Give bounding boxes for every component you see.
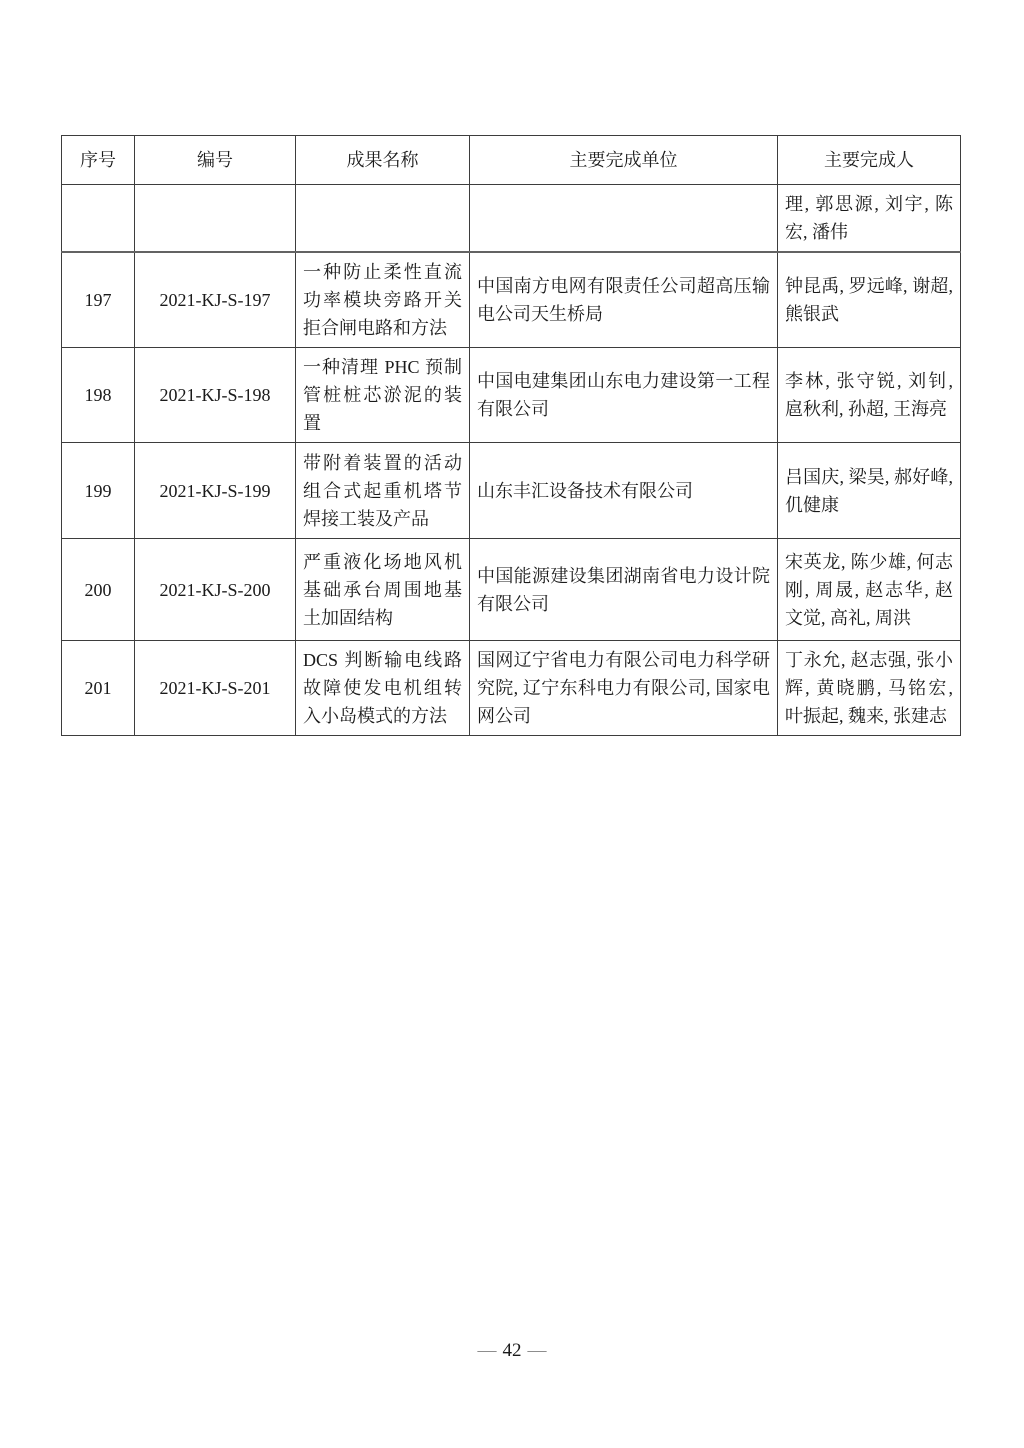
cell-serial: 201 <box>62 641 135 736</box>
cell-serial: 200 <box>62 539 135 641</box>
cell-people: 李林, 张守锐, 刘钊, 扈秋利, 孙超, 王海亮 <box>778 348 961 443</box>
cell-name: 一种清理 PHC 预制管桩桩芯淤泥的装置 <box>296 348 470 443</box>
cell-people: 宋英龙, 陈少雄, 何志刚, 周晟, 赵志华, 赵文觉, 高礼, 周洪 <box>778 539 961 641</box>
cell-name <box>296 185 470 253</box>
cell-code: 2021-KJ-S-200 <box>135 539 296 641</box>
cell-people: 钟昆禹, 罗远峰, 谢超, 熊银武 <box>778 252 961 348</box>
table-row-199 <box>62 443 961 539</box>
cell-name: 带附着装置的活动组合式起重机塔节焊接工装及产品 <box>296 443 470 539</box>
cell-serial: 198 <box>62 348 135 443</box>
cell-name: 一种防止柔性直流功率模块旁路开关拒合闸电路和方法 <box>296 252 470 348</box>
cell-code: 2021-KJ-S-201 <box>135 641 296 736</box>
cell-org: 中国电建集团山东电力建设第一工程有限公司 <box>470 348 778 443</box>
page-number-right-dash: — <box>527 1340 547 1361</box>
cell-code: 2021-KJ-S-198 <box>135 348 296 443</box>
table-row-continuation <box>62 185 961 253</box>
cell-org: 国网辽宁省电力有限公司电力科学研究院, 辽宁东科电力有限公司, 国家电网公司 <box>470 641 778 736</box>
cell-org: 中国能源建设集团湖南省电力设计院有限公司 <box>470 539 778 641</box>
page-number-left-dash: — <box>477 1340 497 1361</box>
cell-name: DCS 判断输电线路故障使发电机组转入小岛模式的方法 <box>296 641 470 736</box>
cell-serial <box>62 185 135 253</box>
page-number <box>0 1340 1024 1362</box>
table-row-198 <box>62 348 961 443</box>
header-code: 编号 <box>135 136 296 185</box>
cell-name: 严重液化场地风机基础承台周围地基土加固结构 <box>296 539 470 641</box>
cell-people: 丁永允, 赵志强, 张小辉, 黄晓鹏, 马铭宏, 叶振起, 魏来, 张建志 <box>778 641 961 736</box>
cell-org <box>470 185 778 253</box>
page-number-value: 42 <box>502 1340 522 1361</box>
header-serial-number: 序号 <box>62 136 135 185</box>
cell-people: 理, 郭思源, 刘宇, 陈宏, 潘伟 <box>778 185 961 253</box>
cell-code: 2021-KJ-S-199 <box>135 443 296 539</box>
cell-people: 吕国庆, 梁昊, 郝好峰, 仉健康 <box>778 443 961 539</box>
cell-code <box>135 185 296 253</box>
cell-org: 山东丰汇设备技术有限公司 <box>470 443 778 539</box>
cell-serial: 197 <box>62 252 135 348</box>
table-row-197 <box>62 252 961 348</box>
header-achievement-name: 成果名称 <box>296 136 470 185</box>
header-main-org: 主要完成单位 <box>470 136 778 185</box>
cell-serial: 199 <box>62 443 135 539</box>
cell-code: 2021-KJ-S-197 <box>135 252 296 348</box>
table-row-201 <box>62 641 961 736</box>
table-header-row <box>62 136 961 185</box>
achievements-table <box>61 135 961 736</box>
header-main-people: 主要完成人 <box>778 136 961 185</box>
cell-org: 中国南方电网有限责任公司超高压输电公司天生桥局 <box>470 252 778 348</box>
table-row-200 <box>62 539 961 641</box>
